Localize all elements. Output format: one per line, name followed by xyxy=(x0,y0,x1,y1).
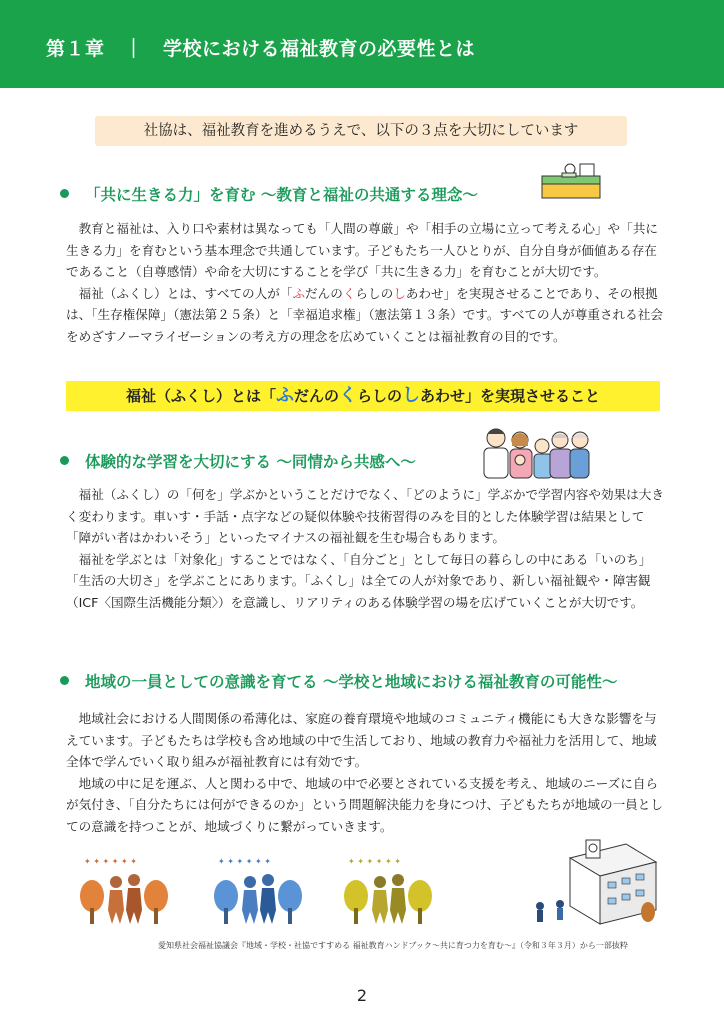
section1-paragraph-2 xyxy=(66,283,666,348)
highlight-char: く xyxy=(339,385,357,406)
section1-body xyxy=(66,218,666,348)
section3-paragraph-1: 地域社会における人間関係の希薄化は、家庭の養育環境や地域のコミュニティ機能にも大きな影響を与えています。子どもたちは学校も含め地域の中で生活しており、地域の教育力や福祉力を活用して、地域全体で学んでいく取り組みが福祉教育には有効です。 xyxy=(66,711,657,770)
summer-walk-icon xyxy=(340,852,436,928)
family-icon xyxy=(480,424,590,480)
text-span: らしの xyxy=(355,285,394,301)
chapter-header xyxy=(0,0,724,88)
red-char: く xyxy=(342,285,356,301)
section3-heading-text: 地域の一員としての意識を育てる ～学校と地域における福祉教育の可能性～ xyxy=(85,673,618,691)
section1-heading-text: 「共に生きる力」を育む ～教育と福祉の共通する理念～ xyxy=(85,186,478,204)
spring-walk-icon xyxy=(210,852,306,928)
highlight-char: し xyxy=(402,385,421,406)
chapter-title: 第１章 ｜ 学校における福祉教育の必要性とは xyxy=(46,38,476,60)
school-building-icon xyxy=(526,838,660,930)
svg-text:✦ ✦ ✦ ✦ ✦ ✦: ✦ ✦ ✦ ✦ ✦ ✦ xyxy=(218,857,271,866)
highlight-text: らしの xyxy=(357,387,403,405)
section1-paragraph-1: 教育と福祉は、入り口や素材は異なっても「人間の尊厳」や「相手の立場に立って考える心」や「共に生きる力」を育むという基本理念で共通しています。子どもたち一人ひとりが、自分自身が価値ある存在であること（自尊感情）や命を大切にすることを学び「共に生きる力」を育むことが大切です。 xyxy=(66,221,658,280)
bed-icon xyxy=(540,160,604,202)
section2-heading xyxy=(60,450,416,472)
section3-paragraph-2: 地域の中に足を運ぶ、人と関わる中で、地域の中で必要とされている支援を考え、地域のニーズに自らが気付き、「自分たちには何ができるのか」という問題解決能力を身につけ、子どもたちが地域の一員としての意識を持つことが、地域づくりに繋がっていきます。 xyxy=(66,775,663,834)
section2-body xyxy=(66,484,666,614)
page-number: 2 xyxy=(356,986,368,1005)
bullet-icon xyxy=(60,189,69,198)
source-credit: 愛知県社会福祉協議会『地域・学校・社協ですすめる 福祉教育ハンドブック～共に育つ力を育む～』（令和３年３月）から一部抜粋 xyxy=(158,941,628,950)
section2-paragraph-2: 福祉を学ぶとは「対象化」することではなく、「自分ごと」として毎日の暮らしの中にある「いのち」「生活の大切さ」を学ぶことにあります。「ふくし」は全ての人が対象であり、新しい福祉観や・障害観（ICF〈国際生活機能分類〉）を意識し、リアリティのある体験学習の場を広げていくことが大切です。 xyxy=(66,551,652,610)
highlight-text: あわせ」を実現させること xyxy=(420,387,601,405)
section1-heading xyxy=(60,183,478,205)
section2-paragraph-1: 福祉（ふくし）の「何を」学ぶかということだけでなく、「どのように」学ぶかで学習内容や効果は大きく変わります。車いす・手話・点字などの疑似体験や技術習得のみを目的とした体験学習は結果として「障がい者はかわいそう」といったマイナスの福祉観を生む場合もあります。 xyxy=(66,487,664,546)
red-char: ふ xyxy=(292,285,306,301)
bullet-icon xyxy=(60,676,69,685)
text-span: だんの xyxy=(305,285,343,301)
text-span: あわせ」を実現させることであり、その根拠は、「生存権保障」（憲法第２５条）と「幸福追求権」（憲法第１３条）です。すべての人が尊重される社会をめざすノーマライゼーションの考え方の理念を広めていくことは福祉教育の目的です。 xyxy=(66,285,663,344)
autumn-walk-icon xyxy=(76,852,172,928)
text-span: 福祉（ふくし）とは、すべての人が「 xyxy=(78,285,293,301)
highlight-text: だんの xyxy=(293,387,339,405)
section3-heading xyxy=(60,670,617,692)
intro-banner: 社協は、福祉教育を進めるうえで、以下の３点を大切にしています xyxy=(95,116,627,146)
highlight-text: 福祉（ふくし）とは「 xyxy=(125,387,276,405)
red-char: し xyxy=(393,285,406,301)
svg-text:✦ ✦ ✦ ✦ ✦ ✦: ✦ ✦ ✦ ✦ ✦ ✦ xyxy=(84,857,137,866)
section3-body xyxy=(66,708,666,838)
svg-text:✦ ✦ ✦ ✦ ✦ ✦: ✦ ✦ ✦ ✦ ✦ ✦ xyxy=(348,857,401,866)
bullet-icon xyxy=(60,456,69,465)
highlight-char: ふ xyxy=(275,385,294,406)
highlight-banner xyxy=(66,381,660,411)
section2-heading-text: 体験的な学習を大切にする ～同情から共感へ～ xyxy=(85,453,416,471)
